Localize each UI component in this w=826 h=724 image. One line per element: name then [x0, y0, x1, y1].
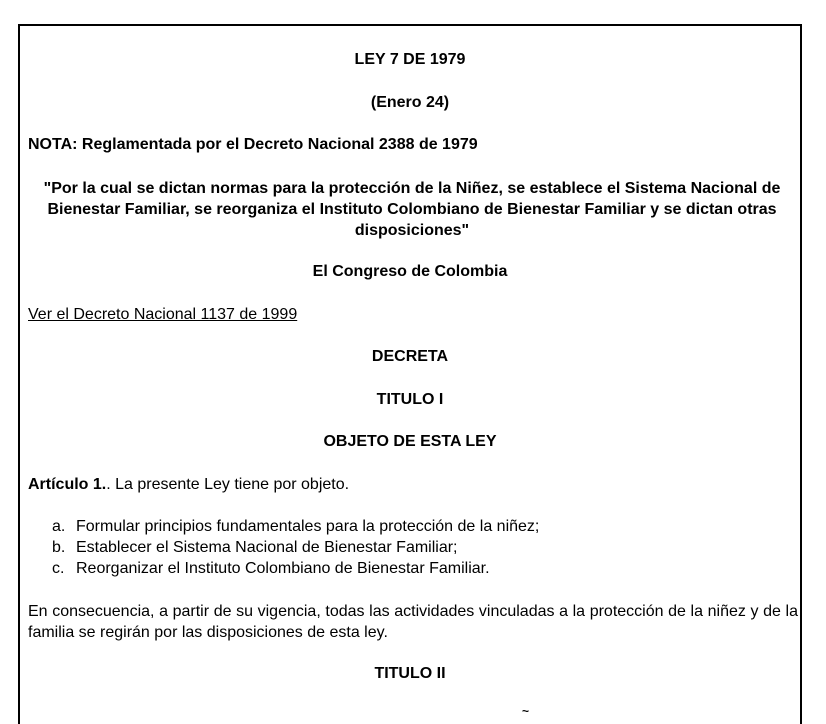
decree-1137-link[interactable]: Ver el Decreto Nacional 1137 de 1999 [28, 306, 298, 323]
title-one-subheading: OBJETO DE ESTA LEY [323, 433, 497, 450]
article-1-text: . La presente Ley tiene por objeto. [106, 476, 350, 493]
title-two-heading: TITULO II [374, 665, 446, 682]
title-one-heading: TITULO I [376, 391, 444, 408]
note-label: NOTA: [28, 136, 78, 153]
list-item [52, 558, 539, 579]
law-date: (Enero 24) [370, 94, 450, 111]
law-subject: "Por la cual se dictan normas para la protección de la Niñez, se establece el Sistema Nacional de Bienestar Familiar, se reorganiza el Instituto Colombiano de Bienestar Familiar y se dictan otras disposiciones" [43, 180, 781, 239]
list-item-text: Formular principios fundamentales para la protección de la niñez; [76, 518, 540, 535]
list-marker: b. [52, 539, 66, 556]
article-1-list [52, 516, 539, 579]
article-1 [28, 475, 349, 495]
list-marker: a. [52, 518, 66, 535]
note-text: Reglamentada por el Decreto Nacional 2388 de 1979 [81, 136, 478, 153]
list-item [52, 537, 539, 558]
law-title: LEY 7 DE 1979 [354, 51, 466, 68]
law-note [28, 135, 478, 155]
list-marker: c. [52, 560, 65, 577]
list-item-text: Reorganizar el Instituto Colombiano de Bienestar Familiar. [76, 560, 490, 577]
list-item-text: Establecer el Sistema Nacional de Bienestar Familiar; [76, 539, 458, 556]
consequence-paragraph: En consecuencia, a partir de su vigencia, todas las actividades vinculadas a la protección de la niñez y de la familia se regirán por las disposiciones de esta ley. [28, 603, 798, 641]
document-page [18, 24, 802, 724]
article-1-label: Artículo 1. [28, 476, 107, 493]
law-issuer: El Congreso de Colombia [312, 263, 508, 280]
cut-off-text: ~ [522, 704, 530, 718]
list-item [52, 516, 539, 537]
decree-heading: DECRETA [371, 348, 449, 365]
reference-link-line [28, 305, 297, 325]
